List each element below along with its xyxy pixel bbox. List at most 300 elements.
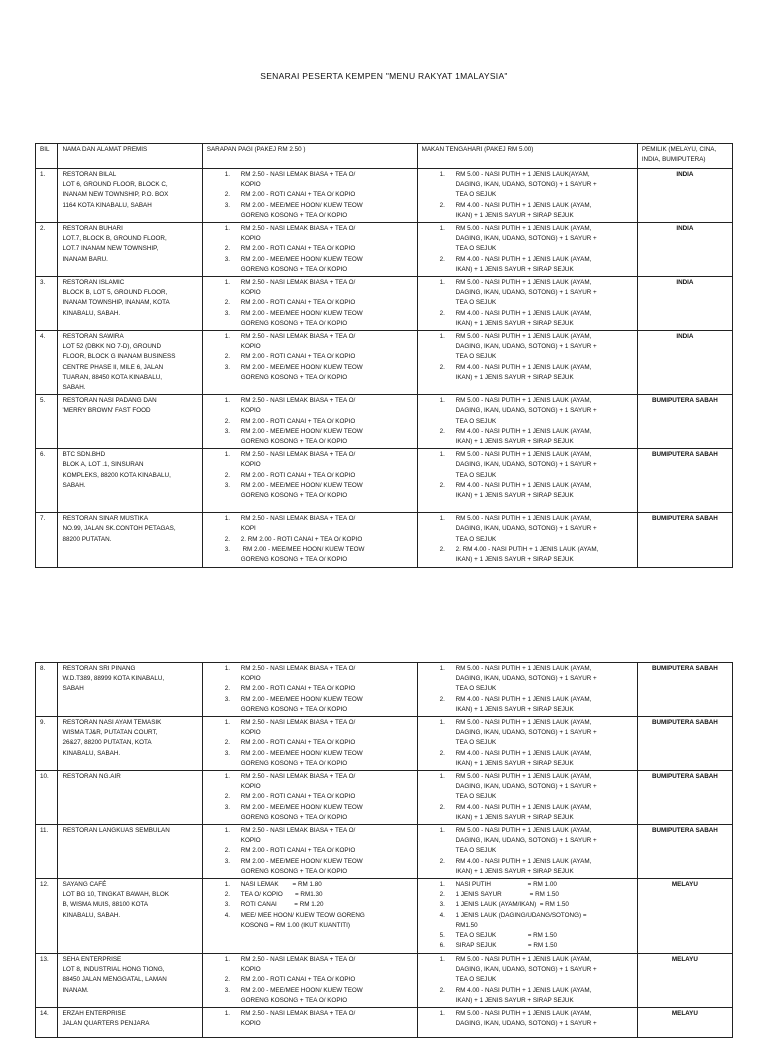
item-number: 2. bbox=[439, 749, 445, 757]
item-text: RM 2.50 - NASI LEMAK BIASA + TEA O/ KOPIO bbox=[240, 1010, 356, 1028]
item-number: 2. bbox=[224, 976, 231, 984]
cell-makan bbox=[417, 825, 637, 879]
item-number: 2. bbox=[224, 891, 231, 899]
item-number: 1. bbox=[224, 171, 231, 178]
table-row bbox=[36, 449, 733, 513]
cell-bil: 2. bbox=[36, 223, 58, 277]
participants-table-page-1 bbox=[35, 143, 733, 568]
list-item bbox=[207, 244, 413, 254]
list-item bbox=[207, 880, 413, 890]
list-item bbox=[207, 535, 413, 545]
makan-list bbox=[422, 170, 633, 221]
item-number: 2. bbox=[439, 986, 445, 994]
cell-pemilik: BUMIPUTERA SABAH bbox=[637, 663, 732, 717]
item-text: RM 2.50 - NASI LEMAK BIASA + TEA O/ KOPIO bbox=[240, 171, 356, 189]
cell-pemilik: MELAYU bbox=[637, 1008, 732, 1038]
list-item bbox=[422, 955, 633, 986]
list-item bbox=[422, 170, 633, 201]
item-number: 5. bbox=[439, 932, 445, 940]
item-number: 1. bbox=[439, 451, 445, 459]
item-text: RM 4.00 - NASI PUTIH + 1 JENIS LAUK (AYAM, IKAN) + 1 JENIS SAYUR + SIRAP SEJUK bbox=[455, 749, 592, 767]
header-bil: BIL bbox=[36, 144, 58, 169]
cell-sarapan bbox=[202, 879, 417, 954]
makan-list bbox=[422, 955, 633, 1006]
table-row bbox=[36, 513, 733, 568]
list-item bbox=[207, 738, 413, 748]
cell-bil: 12. bbox=[36, 879, 58, 954]
item-number: 1. bbox=[439, 171, 445, 178]
cell-pemilik: BUMIPUTERA SABAH bbox=[637, 449, 732, 513]
item-text: 1 JENIS SAYUR = RM 1.50 bbox=[455, 891, 559, 899]
list-item bbox=[207, 309, 413, 329]
item-text: RM 2.00 - ROTI CANAI + TEA O/ KOPIO bbox=[240, 245, 356, 253]
sarapan-list bbox=[207, 772, 413, 823]
item-number: 3. bbox=[224, 749, 231, 757]
item-text: RM 2.00 - ROTI CANAI + TEA O/ KOPIO bbox=[240, 739, 356, 747]
cell-bil: 4. bbox=[36, 331, 58, 395]
list-item bbox=[207, 955, 413, 975]
list-item bbox=[422, 749, 633, 769]
cell-sarapan bbox=[202, 1008, 417, 1038]
makan-list bbox=[422, 278, 633, 329]
cell-pemilik: BUMIPUTERA SABAH bbox=[637, 825, 732, 879]
header-pemilik: PEMILIK (MELAYU, CINA, INDIA, BUMIPUTERA) bbox=[637, 144, 732, 169]
list-item bbox=[422, 772, 633, 803]
item-text: RM 4.00 - NASI PUTIH + 1 JENIS LAUK (AYAM, IKAN) + 1 JENIS SAYUR + SIRAP SEJUK bbox=[455, 255, 592, 273]
list-item bbox=[207, 170, 413, 190]
item-text: RM 2.00 - ROTI CANAI + TEA O/ KOPIO bbox=[240, 685, 356, 693]
item-text: RM 2.50 - NASI LEMAK BIASA + TEA O/ KOPI bbox=[240, 515, 356, 533]
premise-name-address: RESTORAN ISLAMIC BLOCK B, LOT 5, GROUND FLOOR, INANAM TOWNSHIP, INANAM, KOTA KINABALU, SABAH. bbox=[62, 279, 170, 317]
table-row bbox=[36, 771, 733, 825]
list-item bbox=[422, 803, 633, 823]
cell-makan bbox=[417, 954, 637, 1008]
item-number: 4. bbox=[224, 911, 231, 919]
item-number: 3. bbox=[224, 363, 231, 371]
cell-makan bbox=[417, 449, 637, 513]
cell-bil: 5. bbox=[36, 395, 58, 449]
list-item bbox=[207, 298, 413, 308]
cell-nama-alamat bbox=[58, 954, 202, 1008]
cell-bil: 8. bbox=[36, 663, 58, 717]
item-number: 1. bbox=[439, 333, 445, 341]
cell-sarapan bbox=[202, 449, 417, 513]
header-nama: NAMA DAN ALAMAT PREMIS bbox=[58, 144, 202, 169]
cell-sarapan bbox=[202, 331, 417, 395]
premise-name-address: ERZAH ENTERPRISE JALAN QUARTERS PENJARA bbox=[62, 1010, 150, 1028]
item-text: RM 2.50 - NASI LEMAK BIASA + TEA O/ KOPIO bbox=[240, 225, 356, 243]
cell-bil: 1. bbox=[36, 169, 58, 223]
table-row bbox=[36, 331, 733, 395]
item-text: RM 5.00 - NASI PUTIH + 1 JENIS LAUK (AYAM, DAGING, IKAN, UDANG, SOTONG) + 1 SAYUR + bbox=[455, 1010, 597, 1028]
cell-pemilik: MELAYU bbox=[637, 954, 732, 1008]
cell-makan bbox=[417, 223, 637, 277]
makan-list bbox=[422, 450, 633, 501]
item-text: RM 2.00 - ROTI CANAI + TEA O/ KOPIO bbox=[240, 191, 356, 199]
list-item bbox=[422, 427, 633, 447]
cell-nama-alamat bbox=[58, 331, 202, 395]
item-text: 2. RM 2.00 - ROTI CANAI + TEA O/ KOPIO bbox=[240, 535, 363, 543]
item-number: 2. bbox=[224, 299, 231, 307]
list-item bbox=[422, 450, 633, 481]
list-item bbox=[207, 332, 413, 352]
item-text: RM 2.50 - NASI LEMAK BIASA + TEA O/ KOPIO bbox=[240, 279, 356, 297]
item-text: RM 4.00 - NASI PUTIH + 1 JENIS LAUK (AYAM, IKAN) + 1 JENIS SAYUR + SIRAP SEJUK bbox=[455, 427, 592, 446]
item-text: ROTI CANAI = RM 1.20 bbox=[240, 901, 324, 909]
list-item bbox=[207, 772, 413, 792]
sarapan-list bbox=[207, 450, 413, 501]
item-text: RM 4.00 - NASI PUTIH + 1 JENIS LAUK (AYAM, IKAN) + 1 JENIS SAYUR + SIRAP SEJUK bbox=[455, 309, 592, 327]
list-item bbox=[207, 975, 413, 985]
sarapan-list bbox=[207, 880, 413, 931]
item-number: 1. bbox=[224, 451, 231, 459]
item-text: RM 5.00 - NASI PUTIH + 1 JENIS LAUK (AYAM, DAGING, IKAN, UDANG, SOTONG) + 1 SAYUR + TEA O SEJUK bbox=[455, 279, 597, 307]
cell-nama-alamat bbox=[58, 825, 202, 879]
item-number: 2. bbox=[224, 535, 231, 543]
list-item bbox=[422, 224, 633, 255]
cell-pemilik: BUMIPUTERA SABAH bbox=[637, 395, 732, 449]
item-number: 3. bbox=[224, 986, 231, 994]
list-item bbox=[207, 190, 413, 200]
item-number: 2. bbox=[224, 353, 231, 361]
makan-list bbox=[422, 664, 633, 715]
item-number: 2. bbox=[439, 309, 445, 317]
item-text: SIRAP SEJUK = RM 1.50 bbox=[455, 942, 558, 950]
item-number: 3. bbox=[224, 695, 231, 703]
table-row bbox=[36, 395, 733, 449]
item-number: 1. bbox=[224, 719, 231, 727]
item-number: 1. bbox=[439, 279, 445, 287]
cell-sarapan bbox=[202, 954, 417, 1008]
item-text: RM 4.00 - NASI PUTIH + 1 JENIS LAUK (AYAM, IKAN) + 1 JENIS SAYUR + SIRAP SEJUK bbox=[455, 857, 592, 875]
cell-bil: 9. bbox=[36, 717, 58, 771]
list-item bbox=[207, 427, 413, 447]
item-number: 3. bbox=[224, 255, 231, 263]
sarapan-list bbox=[207, 224, 413, 275]
makan-list bbox=[422, 718, 633, 769]
item-number: 2. bbox=[224, 471, 231, 479]
item-number: 1. bbox=[224, 956, 231, 964]
item-number: 3. bbox=[224, 545, 231, 553]
item-text: RM 2.50 - NASI LEMAK BIASA + TEA O/ KOPIO bbox=[240, 719, 356, 737]
list-item bbox=[422, 890, 633, 900]
item-text: RM 2.50 - NASI LEMAK BIASA + TEA O/ KOPIO bbox=[240, 397, 356, 415]
item-text: 1 JENIS LAUK (DAGING/UDANG/SOTONG) = RM1.50 bbox=[455, 911, 587, 929]
premise-name-address: RESTORAN SRI PINANG W.D.T389, 88999 KOTA KINABALU, SABAH bbox=[62, 665, 165, 693]
list-item bbox=[207, 514, 413, 534]
makan-list bbox=[422, 880, 633, 951]
cell-nama-alamat bbox=[58, 879, 202, 954]
item-number: 1. bbox=[439, 225, 445, 233]
premise-name-address: RESTORAN BUHARI LOT.7, BLOCK B, GROUND FLOOR, LOT.7 INANAM NEW TOWNSHIP, INANAM BARU. bbox=[62, 225, 167, 263]
list-item bbox=[207, 363, 413, 383]
cell-nama-alamat bbox=[58, 395, 202, 449]
item-number: 1. bbox=[224, 773, 231, 781]
item-number: 1. bbox=[439, 665, 445, 672]
sarapan-list bbox=[207, 826, 413, 877]
item-number: 1. bbox=[224, 827, 231, 835]
list-item bbox=[207, 396, 413, 416]
list-item bbox=[422, 986, 633, 1006]
item-number: 2. bbox=[224, 793, 231, 801]
header-sarapan: SARAPAN PAGI (PAKEJ RM 2.50 ) bbox=[202, 144, 417, 169]
list-item bbox=[207, 846, 413, 856]
item-text: RM 2.00 - MEE/MEE HOON/ KUEW TEOW GORENG KOSONG + TEA O/ KOPIO bbox=[240, 363, 363, 381]
item-text: RM 5.00 - NASI PUTIH + 1 JENIS LAUK (AYAM, DAGING, IKAN, UDANG, SOTONG) + 1 SAYUR + TEA O SEJUK bbox=[455, 773, 597, 801]
item-number: 3. bbox=[439, 901, 445, 909]
sarapan-list bbox=[207, 955, 413, 1006]
item-text: 2. RM 4.00 - NASI PUTIH + 1 JENIS LAUK (AYAM, IKAN) + 1 JENIS SAYUR + SIRAP SEJUK bbox=[455, 545, 599, 564]
item-number: 2. bbox=[224, 739, 231, 747]
list-item bbox=[207, 890, 413, 900]
item-text: RM 2.00 - MEE/MEE HOON/ KUEW TEOW GORENG KOSONG + TEA O/ KOPIO bbox=[240, 986, 363, 1004]
table-row bbox=[36, 717, 733, 771]
list-item bbox=[422, 255, 633, 275]
list-item bbox=[422, 332, 633, 363]
item-text: RM 2.50 - NASI LEMAK BIASA + TEA O/ KOPIO bbox=[240, 665, 356, 683]
item-number: 1. bbox=[439, 956, 445, 964]
premise-name-address: RESTORAN SINAR MUSTIKA NO.99, JALAN SK.CONTOH PETAGAS, 88200 PUTATAN. bbox=[62, 515, 176, 543]
item-text: RM 5.00 - NASI PUTIH + 1 JENIS LAUK (AYAM, DAGING, IKAN, UDANG, SOTONG) + 1 SAYUR + TEA O SEJUK bbox=[455, 665, 597, 693]
item-number: 1. bbox=[439, 719, 445, 727]
item-number: 1. bbox=[224, 515, 231, 523]
cell-nama-alamat bbox=[58, 449, 202, 513]
item-number: 2. bbox=[439, 545, 445, 553]
cell-makan bbox=[417, 879, 637, 954]
list-item bbox=[207, 718, 413, 738]
item-text: RM 5.00 - NASI PUTIH + 1 JENIS LAUK (AYAM, DAGING, IKAN, UDANG, SOTONG) + 1 SAYUR + TEA O SEJUK bbox=[455, 719, 597, 747]
list-item bbox=[422, 514, 633, 545]
item-text: RM 2.00 - MEE/MEE HOON/ KUEW TEOW GORENG KOSONG + TEA O/ KOPIO bbox=[240, 427, 363, 446]
makan-list bbox=[422, 772, 633, 823]
cell-bil: 11. bbox=[36, 825, 58, 879]
list-item bbox=[422, 363, 633, 383]
item-text: RM 5.00 - NASI PUTIH + 1 JENIS LAUK (AYAM, DAGING, IKAN, UDANG, SOTONG) + 1 SAYUR + TEA O SEJUK bbox=[455, 956, 597, 984]
list-item bbox=[422, 900, 633, 910]
list-item bbox=[207, 1009, 413, 1029]
item-text: RM 4.00 - NASI PUTIH + 1 JENIS LAUK (AYAM, IKAN) + 1 JENIS SAYUR + SIRAP SEJUK bbox=[455, 695, 592, 713]
cell-makan bbox=[417, 169, 637, 223]
list-item bbox=[207, 224, 413, 244]
list-item bbox=[207, 900, 413, 910]
item-text: RM 2.00 - MEE/MEE HOON/ KUEW TEOW GORENG KOSONG + TEA O/ KOPIO bbox=[240, 695, 363, 713]
list-item bbox=[207, 695, 413, 715]
item-number: 3. bbox=[224, 481, 231, 489]
cell-makan bbox=[417, 277, 637, 331]
item-text: RM 2.00 - ROTI CANAI + TEA O/ KOPIO bbox=[240, 793, 356, 801]
item-number: 1. bbox=[224, 225, 231, 233]
table-row bbox=[36, 663, 733, 717]
item-text: RM 2.00 - MEE/MEE HOON/ KUEW TEOW GORENG KOSONG + TEA O/ KOPIO bbox=[240, 309, 363, 327]
item-text: RM 2.00 - MEE/MEE HOON/ KUEW TEOW GORENG KOSONG + TEA O/ KOPIO bbox=[240, 255, 363, 273]
item-number: 1. bbox=[439, 773, 445, 781]
item-number: 6. bbox=[439, 942, 445, 950]
makan-list bbox=[422, 1009, 633, 1029]
list-item bbox=[207, 664, 413, 684]
item-text: RM 4.00 - NASI PUTIH + 1 JENIS LAUK (AYAM, IKAN) + 1 JENIS SAYUR + SIRAP SEJUK bbox=[455, 201, 592, 219]
item-number: 1. bbox=[224, 665, 231, 672]
item-number: 4. bbox=[439, 911, 445, 919]
list-item bbox=[207, 450, 413, 470]
cell-nama-alamat bbox=[58, 277, 202, 331]
sarapan-list bbox=[207, 664, 413, 715]
makan-list bbox=[422, 826, 633, 877]
cell-pemilik: INDIA bbox=[637, 277, 732, 331]
cell-makan bbox=[417, 663, 637, 717]
item-number: 1. bbox=[439, 515, 445, 523]
item-number: 3. bbox=[224, 201, 231, 209]
cell-makan bbox=[417, 331, 637, 395]
list-item bbox=[422, 309, 633, 329]
list-item bbox=[422, 278, 633, 309]
list-item bbox=[422, 941, 633, 951]
list-item bbox=[422, 545, 633, 565]
cell-nama-alamat bbox=[58, 223, 202, 277]
premise-name-address: RESTORAN NASI PADANG DAN 'MERRY BROWN' FAST FOOD bbox=[62, 397, 157, 415]
cell-pemilik: BUMIPUTERA SABAH bbox=[637, 771, 732, 825]
item-number: 2. bbox=[439, 427, 445, 435]
item-number: 1. bbox=[224, 333, 231, 341]
list-item bbox=[207, 986, 413, 1006]
cell-bil: 7. bbox=[36, 513, 58, 568]
premise-name-address: SAYANG CAFÉ LOT BG 10, TINGKAT BAWAH, BLOK B, WISMA MUIS, 88100 KOTA KINABALU, SABAH. bbox=[62, 881, 169, 919]
premise-name-address: RESTORAN BILAL LOT 6, GROUND FLOOR, BLOCK C, INANAM NEW TOWNSHIP, P.O. BOX 1164 KOTA KINABALU, SABAH bbox=[62, 171, 169, 209]
table-header-row bbox=[36, 144, 733, 169]
item-number: 2. bbox=[224, 191, 231, 199]
item-text: RM 5.00 - NASI PUTIH + 1 JENIS LAUK (AYAM, DAGING, IKAN, UDANG, SOTONG) + 1 SAYUR + TEA O SEJUK bbox=[455, 397, 597, 425]
list-item bbox=[207, 481, 413, 501]
item-text: RM 2.50 - NASI LEMAK BIASA + TEA O/ KOPIO bbox=[240, 773, 356, 791]
table-row bbox=[36, 1008, 733, 1038]
header-makan: MAKAN TENGAHARI (PAKEJ RM 5.00) bbox=[417, 144, 637, 169]
item-text: RM 5.00 - NASI PUTIH + 1 JENIS LAUK(AYAM, DAGING, IKAN, UDANG, SOTONG) + 1 SAYUR + TEA O SEJUK bbox=[455, 171, 597, 199]
item-text: RM 2.00 - MEE/MEE HOON/ KUEW TEOW GORENG KOSONG + TEA O/ KOPIO bbox=[240, 749, 363, 767]
item-number: 2. bbox=[224, 685, 231, 693]
item-text: RM 2.00 - ROTI CANAI + TEA O/ KOPIO bbox=[240, 417, 356, 425]
item-number: 1. bbox=[224, 1010, 231, 1018]
cell-bil: 3. bbox=[36, 277, 58, 331]
sarapan-list bbox=[207, 332, 413, 383]
participants-table-page-2 bbox=[35, 662, 733, 1038]
item-number: 3. bbox=[224, 309, 231, 317]
item-text: RM 2.00 - MEE/MEE HOON/ KUEW TEOW GORENG KOSONG + TEA O/ KOPIO bbox=[240, 201, 363, 219]
item-text: RM 2.00 - ROTI CANAI + TEA O/ KOPIO bbox=[240, 847, 356, 855]
cell-bil: 13. bbox=[36, 954, 58, 1008]
item-text: RM 5.00 - NASI PUTIH + 1 JENIS LAUK (AYAM, DAGING, IKAN, UDANG, SOTONG) + 1 SAYUR + TEA O SEJUK bbox=[455, 515, 597, 543]
item-text: RM 2.00 - MEE/MEE HOON/ KUEW TEOW GORENG KOSONG + TEA O/ KOPIO bbox=[240, 545, 365, 564]
cell-sarapan bbox=[202, 717, 417, 771]
premise-name-address: RESTORAN SAWIRA LOT 52 (DBKK NO 7-D), GROUND FLOOR, BLOCK G INANAM BUSINESS CENTRE PHASE II, MILE 6, JALAN TUARAN, 88450 KOTA KINABALU, SABAH. bbox=[62, 333, 176, 392]
list-item bbox=[422, 695, 633, 715]
item-number: 2. bbox=[439, 857, 445, 865]
cell-nama-alamat bbox=[58, 717, 202, 771]
item-text: TEA O/ KOPIO = RM1.30 bbox=[240, 891, 323, 899]
sarapan-list bbox=[207, 1009, 413, 1029]
item-number: 3. bbox=[224, 857, 231, 865]
item-number: 2. bbox=[224, 245, 231, 253]
list-item bbox=[207, 749, 413, 769]
list-item bbox=[422, 880, 633, 890]
premise-name-address: RESTORAN NASI AYAM TEMASIK WISMA TJ&R, PUTATAN COURT, 26&27, 88200 PUTATAN, KOTA KINABALU, SABAH. bbox=[62, 719, 162, 757]
premise-name-address: SEHA ENTERPRISE LOT 8, INDUSTRIAL HONG TIONG, 88450 JALAN MENGGATAL, LAMAN INANAM. bbox=[62, 956, 167, 994]
list-item bbox=[422, 481, 633, 501]
cell-pemilik: BUMIPUTERA SABAH bbox=[637, 717, 732, 771]
item-number: 2. bbox=[439, 803, 445, 811]
table-row bbox=[36, 277, 733, 331]
item-text: RM 2.00 - ROTI CANAI + TEA O/ KOPIO bbox=[240, 353, 356, 361]
cell-sarapan bbox=[202, 513, 417, 568]
item-text: RM 2.50 - NASI LEMAK BIASA + TEA O/ KOPIO bbox=[240, 451, 356, 469]
list-item bbox=[422, 1009, 633, 1029]
list-item bbox=[207, 911, 413, 931]
sarapan-list bbox=[207, 278, 413, 329]
item-number: 2. bbox=[224, 417, 231, 425]
list-item bbox=[422, 857, 633, 877]
cell-makan bbox=[417, 395, 637, 449]
item-number: 3. bbox=[224, 901, 231, 909]
list-item bbox=[207, 545, 413, 565]
item-number: 3. bbox=[224, 427, 231, 435]
sarapan-list bbox=[207, 514, 413, 565]
table-row bbox=[36, 223, 733, 277]
cell-nama-alamat bbox=[58, 169, 202, 223]
premise-name-address: RESTORAN NG.AIR bbox=[62, 773, 121, 781]
list-item bbox=[422, 201, 633, 221]
makan-list bbox=[422, 396, 633, 447]
cell-makan bbox=[417, 1008, 637, 1038]
cell-nama-alamat bbox=[58, 771, 202, 825]
document-title: SENARAI PESERTA KEMPEN "MENU RAKYAT 1MALAYSIA" bbox=[260, 71, 508, 81]
item-number: 3. bbox=[224, 803, 231, 811]
cell-bil: 6. bbox=[36, 449, 58, 513]
item-text: RM 2.00 - MEE/MEE HOON/ KUEW TEOW GORENG KOSONG + TEA O/ KOPIO bbox=[240, 857, 363, 875]
list-item bbox=[422, 718, 633, 749]
item-number: 2. bbox=[439, 481, 445, 489]
cell-sarapan bbox=[202, 169, 417, 223]
item-text: RM 5.00 - NASI PUTIH + 1 JENIS LAUK (AYAM, DAGING, IKAN, UDANG, SOTONG) + 1 SAYUR + TEA O SEJUK bbox=[455, 451, 597, 479]
cell-makan bbox=[417, 771, 637, 825]
item-number: 2. bbox=[439, 891, 445, 899]
list-item bbox=[422, 911, 633, 931]
list-item bbox=[207, 352, 413, 362]
item-number: 1. bbox=[224, 397, 231, 405]
list-item bbox=[207, 792, 413, 802]
item-text: MEE/ MEE HOON/ KUEW TEOW GORENG KOSONG = RM 1.00 (IKUT KUANTITI) bbox=[240, 911, 365, 929]
item-text: RM 5.00 - NASI PUTIH + 1 JENIS LAUK (AYAM, DAGING, IKAN, UDANG, SOTONG) + 1 SAYUR + TEA O SEJUK bbox=[455, 225, 597, 253]
item-text: RM 2.50 - NASI LEMAK BIASA + TEA O/ KOPIO bbox=[240, 827, 356, 845]
list-item bbox=[422, 931, 633, 941]
cell-pemilik: INDIA bbox=[637, 169, 732, 223]
item-text: RM 4.00 - NASI PUTIH + 1 JENIS LAUK (AYAM, IKAN) + 1 JENIS SAYUR + SIRAP SEJUK bbox=[455, 363, 592, 381]
table-row bbox=[36, 879, 733, 954]
table-row bbox=[36, 825, 733, 879]
cell-pemilik: BUMIPUTERA SABAH bbox=[637, 513, 732, 568]
item-text: RM 2.00 - ROTI CANAI + TEA O/ KOPIO bbox=[240, 471, 356, 479]
cell-nama-alamat bbox=[58, 663, 202, 717]
list-item bbox=[207, 803, 413, 823]
item-number: 1. bbox=[224, 881, 231, 889]
item-number: 1. bbox=[439, 1010, 445, 1018]
sarapan-list bbox=[207, 396, 413, 447]
item-number: 2. bbox=[439, 201, 445, 209]
item-text: RM 2.00 - ROTI CANAI + TEA O/ KOPIO bbox=[240, 299, 356, 307]
list-item bbox=[422, 664, 633, 695]
cell-pemilik: INDIA bbox=[637, 223, 732, 277]
cell-pemilik: MELAYU bbox=[637, 879, 732, 954]
item-text: RM 2.00 - MEE/MEE HOON/ KUEW TEOW GORENG KOSONG + TEA O/ KOPIO bbox=[240, 481, 363, 500]
makan-list bbox=[422, 224, 633, 275]
item-number: 1. bbox=[224, 279, 231, 287]
